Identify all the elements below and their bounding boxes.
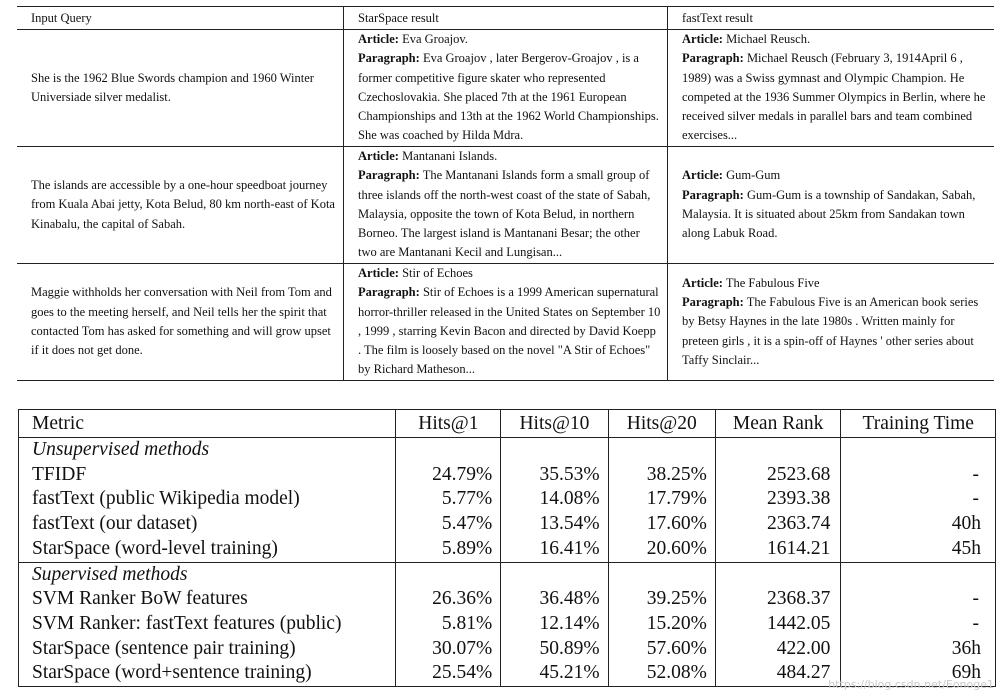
watermark-text: https://blog.csdn.net/Eonoge1 [828, 678, 994, 691]
hits-10-value: 36.48% [501, 587, 608, 612]
hits-1-value: 5.89% [396, 537, 501, 562]
fasttext-paragraph: Gum-Gum is a township of Sandakan, Sabah, Malaysia. It is situated about 25km from Sandakan town along Labuk Road. [682, 187, 976, 241]
table-row [19, 537, 996, 562]
training-time-value: - [841, 612, 996, 637]
mean-rank-value: 2393.38 [715, 487, 841, 512]
article-label: Article: [682, 275, 723, 290]
metrics-header-row [19, 410, 996, 438]
article-label: Article: [358, 266, 399, 280]
training-time-value: 36h [841, 637, 996, 662]
table-row [19, 463, 996, 488]
hits-1-value: 26.36% [396, 587, 501, 612]
mean-rank-value: 484.27 [715, 661, 841, 686]
group-title: Supervised methods [19, 562, 396, 587]
hits-20-value: 20.60% [608, 537, 715, 562]
qualitative-row [17, 263, 994, 381]
mean-rank-value: 1614.21 [715, 537, 841, 562]
table-row [19, 637, 996, 662]
header-hits-10: Hits@10 [501, 410, 608, 438]
training-time-value: 45h [841, 537, 996, 562]
hits-10-value: 45.21% [501, 661, 608, 686]
method-name: fastText (public Wikipedia model) [19, 487, 396, 512]
starspace-paragraph: The Mantanani Islands form a small group of three islands off the north-west coast of the state of Sabah, Malaysia, opposite the town of Kota Belud, in northern Borneo. The largest island is Mantanani Besar; the other two are Mantanani Kecil and Lungisan... [358, 168, 651, 260]
mean-rank-value: 2523.68 [715, 463, 841, 488]
hits-1-value: 5.47% [396, 512, 501, 537]
query-cell [17, 30, 343, 146]
article-label: Article: [358, 32, 399, 46]
query-cell [17, 147, 343, 263]
paragraph-label: Paragraph: [358, 285, 420, 300]
starspace-article: Stir of Echoes [402, 266, 473, 280]
starspace-cell [343, 264, 667, 380]
hits-20-value: 17.60% [608, 512, 715, 537]
training-time-value: - [841, 587, 996, 612]
qualitative-results-table [17, 6, 994, 381]
fasttext-cell [667, 264, 994, 380]
article-label: Article: [682, 168, 723, 183]
starspace-cell [343, 147, 667, 263]
hits-10-value: 35.53% [501, 463, 608, 488]
fasttext-article: Michael Reusch. [726, 32, 811, 46]
article-label: Article: [682, 32, 723, 46]
training-time-value: - [841, 487, 996, 512]
training-time-value: 40h [841, 512, 996, 537]
method-name: TFIDF [19, 463, 396, 488]
hits-20-value: 57.60% [608, 637, 715, 662]
starspace-article: Mantanani Islands. [402, 149, 498, 163]
method-name: StarSpace (word+sentence training) [19, 661, 396, 686]
hits-10-value: 14.08% [501, 487, 608, 512]
group-header-unsupervised [19, 438, 996, 463]
query-text: The islands are accessible by a one-hour speedboat journey from Kuala Abai jetty, Kota Belud, 80 km north-east of Kota Kinabalu, the capital of Sabah. [31, 178, 335, 231]
header-fasttext-result: fastText result [667, 7, 994, 29]
starspace-cell [343, 30, 667, 146]
hits-10-value: 50.89% [501, 637, 608, 662]
hits-20-value: 17.79% [608, 487, 715, 512]
query-text: Maggie withholds her conversation with Neil from Tom and goes to the meeting herself, and Neil tells her the spirit that contacted Tom has asked for something and will grow upset if it does not get done. [31, 285, 332, 358]
fasttext-cell [667, 30, 994, 146]
hits-20-value: 52.08% [608, 661, 715, 686]
hits-10-value: 12.14% [501, 612, 608, 637]
starspace-paragraph: Eva Groajov , later Bergerov-Groajov , is a former competitive figure skater who represented Czechoslovakia. She placed 7th at the 1961 European Championships and 13th at the 1962 World Championships. She was coached by Hilda Mdra. [358, 51, 659, 143]
method-name: StarSpace (word-level training) [19, 537, 396, 562]
qualitative-header-row [17, 7, 994, 29]
paragraph-label: Paragraph: [682, 295, 744, 310]
header-hits-1: Hits@1 [396, 410, 501, 438]
hits-20-value: 39.25% [608, 587, 715, 612]
mean-rank-value: 2368.37 [715, 587, 841, 612]
paragraph-label: Paragraph: [682, 187, 744, 202]
qualitative-row [17, 146, 994, 263]
group-title: Unsupervised methods [19, 438, 396, 463]
starspace-article: Eva Groajov. [402, 32, 468, 46]
header-hits-20: Hits@20 [608, 410, 715, 438]
fasttext-paragraph: Michael Reusch (February 3, 1914April 6 , 1989) was a Swiss gymnast and Olympic Champion. He competed at the 1936 Summer Olympics in Berlin, where he received silver medals in parallel bars and team combined exercises... [682, 51, 986, 143]
method-name: SVM Ranker: fastText features (public) [19, 612, 396, 637]
header-mean-rank: Mean Rank [715, 410, 841, 438]
header-input-query: Input Query [31, 11, 92, 25]
fasttext-article: Gum-Gum [726, 168, 781, 183]
method-name: SVM Ranker BoW features [19, 587, 396, 612]
group-header-supervised [19, 562, 996, 587]
method-name: StarSpace (sentence pair training) [19, 637, 396, 662]
fasttext-article: The Fabulous Five [725, 275, 820, 290]
query-cell [17, 264, 343, 380]
hits-20-value: 38.25% [608, 463, 715, 488]
fasttext-paragraph: The Fabulous Five is an American book series by Betsy Haynes in the late 1980s . Written mainly for preteen girls , it is a spin-off of Haynes ' other series about Taffy Sinclair... [682, 295, 979, 367]
header-metric: Metric [19, 410, 396, 438]
qualitative-row [17, 29, 994, 146]
paragraph-label: Paragraph: [358, 51, 420, 66]
table-row [19, 587, 996, 612]
starspace-paragraph: Stir of Echoes is a 1999 American supernatural horror-thriller released in the United States on September 10 , 1999 , starring Kevin Bacon and directed by David Koepp . The film is loosely based on the novel "A Stir of Echoes" by Richard Matheson... [358, 285, 661, 377]
table-row [19, 487, 996, 512]
metrics-table [18, 409, 996, 687]
hits-1-value: 24.79% [396, 463, 501, 488]
mean-rank-value: 422.00 [715, 637, 841, 662]
hits-1-value: 25.54% [396, 661, 501, 686]
method-name: fastText (our dataset) [19, 512, 396, 537]
hits-1-value: 30.07% [396, 637, 501, 662]
table-row [19, 612, 996, 637]
hits-10-value: 16.41% [501, 537, 608, 562]
table-row [19, 512, 996, 537]
article-label: Article: [358, 149, 399, 163]
query-text: She is the 1962 Blue Swords champion and 1960 Winter Universiade silver medalist. [31, 70, 314, 104]
hits-20-value: 15.20% [608, 612, 715, 637]
training-time-value: 69h [841, 661, 996, 686]
paragraph-label: Paragraph: [358, 168, 420, 183]
paragraph-label: Paragraph: [682, 51, 744, 66]
header-starspace-result: StarSpace result [343, 7, 667, 29]
hits-1-value: 5.77% [396, 487, 501, 512]
fasttext-cell [667, 147, 994, 263]
mean-rank-value: 1442.05 [715, 612, 841, 637]
header-training-time: Training Time [841, 410, 996, 438]
mean-rank-value: 2363.74 [715, 512, 841, 537]
hits-1-value: 5.81% [396, 612, 501, 637]
hits-10-value: 13.54% [501, 512, 608, 537]
training-time-value: - [841, 463, 996, 488]
